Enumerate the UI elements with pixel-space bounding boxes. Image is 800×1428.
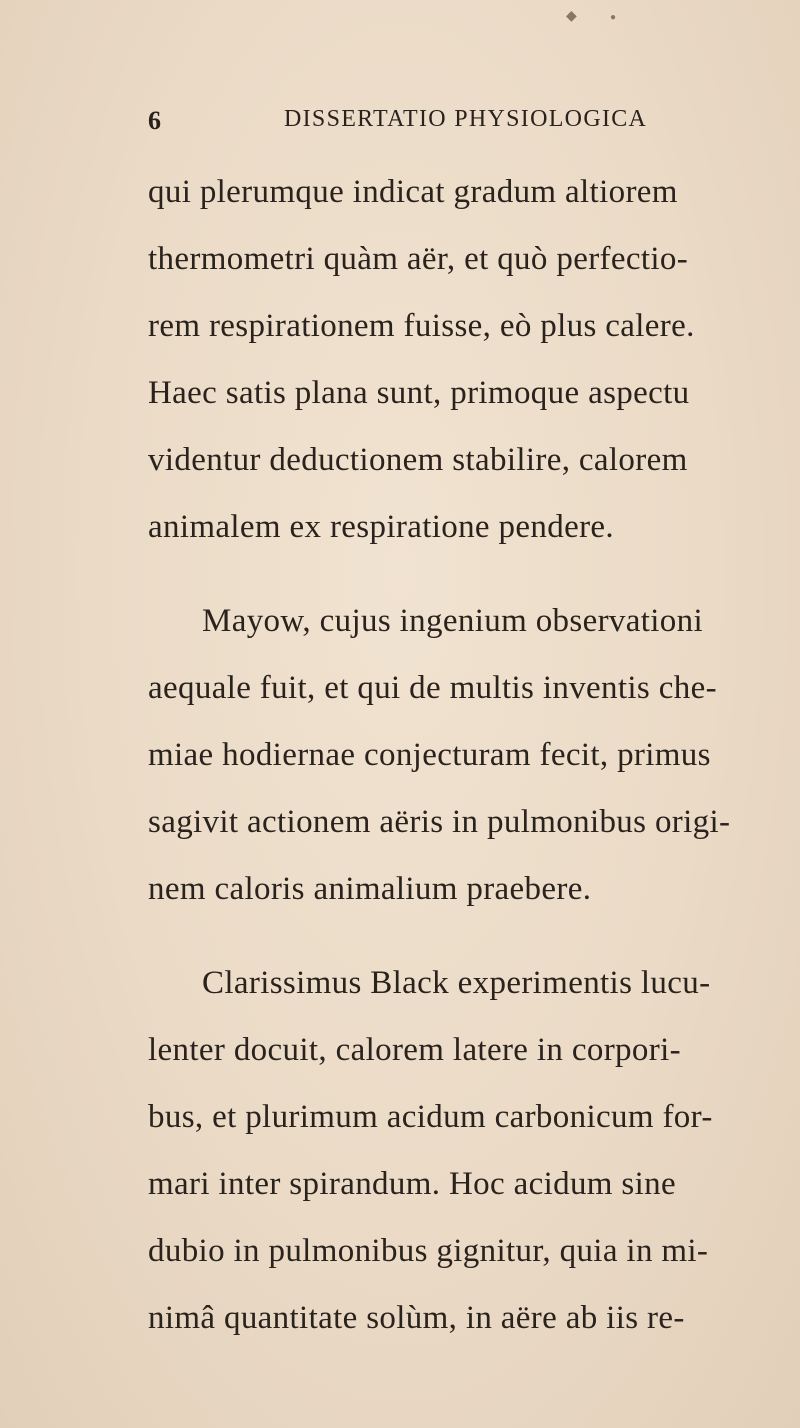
running-title: DISSERTATIO PHYSIOLOGICA — [284, 106, 648, 132]
text-line: Mayow, cujus ingenium observationi — [202, 603, 704, 639]
text-line: Clarissimus Black experimentis lucu- — [202, 965, 711, 1001]
text-line: thermometri quàm aër, et quò perfectio- — [148, 241, 689, 277]
text-line: mari inter spirandum. Hoc acidum sine — [148, 1166, 676, 1202]
text-line: nimâ quantitate solùm, in aëre ab iis re- — [148, 1300, 685, 1336]
text-line: qui plerumque indicat gradum altiorem — [148, 174, 678, 210]
text-line: aequale fuit, et qui de multis inventis che- — [148, 670, 717, 706]
text-line: Haec satis plana sunt, primoque aspectu — [148, 375, 690, 411]
text-line: dubio in pulmonibus gignitur, quia in mi- — [148, 1233, 709, 1269]
ink-dot-icon: ● — [610, 12, 617, 23]
text-line: bus, et plurimum acidum carbonicum for- — [148, 1099, 713, 1135]
text-line: animalem ex respiratione pendere. — [148, 509, 615, 545]
text-line: miae hodiernae conjecturam fecit, primus — [148, 737, 711, 773]
text-line: sagivit actionem aëris in pulmonibus origi- — [148, 804, 731, 840]
text-line: rem respirationem fuisse, eò plus calere. — [148, 308, 695, 344]
text-line: lenter docuit, calorem latere in corpori- — [148, 1032, 681, 1068]
text-line: videntur deductionem stabilire, calorem — [148, 442, 688, 478]
text-line: nem caloris animalium praebere. — [148, 871, 592, 907]
page-header — [148, 106, 708, 136]
page-number: 6 — [148, 106, 161, 135]
ink-mark-icon: ◆ — [566, 9, 577, 24]
